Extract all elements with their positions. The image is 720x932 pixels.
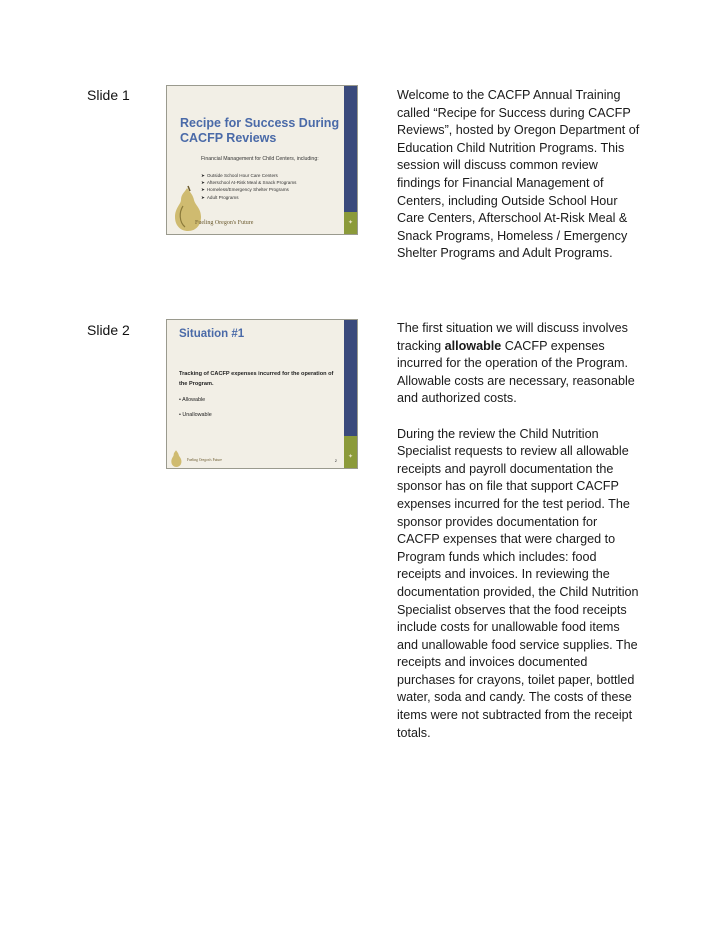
slide-2-notes	[397, 320, 642, 742]
slide-2-page-number: 2	[334, 458, 337, 463]
notes-paragraph: The first situation we will discuss involves tracking allowable CACFP expenses incurred for the operation of the Program. Allowable costs are necessary, reasonable and authorized costs.	[397, 321, 635, 406]
slide-1-subtitle: Financial Management for Child Centers, including:	[201, 156, 319, 162]
arrow-bullet-icon: ➤	[201, 194, 205, 200]
slide-1-list	[201, 172, 341, 201]
slide-2-heading: Tracking of CACFP expenses incurred for the operation of the Program.	[179, 371, 334, 387]
slide-1-thumbnail[interactable]	[166, 85, 358, 235]
list-item: ➤ Adult Programs	[201, 194, 239, 200]
slide-1-title: Recipe for Success During CACFP Reviews	[180, 116, 340, 145]
slide-2-title: Situation #1	[179, 328, 245, 340]
pear-logo-icon	[169, 448, 183, 468]
arrow-bullet-icon: ➤	[201, 187, 205, 193]
slide-2-bullet: • Allowable	[179, 397, 206, 403]
logo-mark-icon: ✦	[347, 454, 354, 460]
slide-1-label: Slide 1	[87, 87, 130, 103]
notes-paragraph: During the review the Child Nutrition Specialist requests to review all allowable receipts and payroll documentation the sponsor has on file that support CACFP expenses incurred for the test period. The sponsor provides documentation for CACFP expenses that were charged to Program funds which includes: food receipts and invoices. In reviewing the documentation provided, the Child Nutrition Specialist observes that the food receipts include costs for unallowable food items and unallowable food service supplies. The receipts and invoices documented purchases for crayons, toilet paper, bottled water, soda and candy. The costs of these items were not subtracted from the receipt totals.	[397, 426, 639, 740]
arrow-bullet-icon: ➤	[201, 180, 205, 186]
notes-paragraph: Welcome to the CACFP Annual Training called “Recipe for Success during CACFP Reviews”, hosted by Oregon Department of Education Child Nutrition Programs. This session will discuss common review findings for Financial Management of Centers, including Outside School Hour Care Centers, Afterschool At-Risk Meal & Snack Programs, Homeless / Emergency Shelter Programs and Adult Programs.	[397, 88, 640, 261]
side-bar-foot	[344, 436, 357, 468]
side-bar	[344, 320, 357, 436]
list-item: ➤ Outside School Hour Care Centers	[201, 173, 278, 178]
list-item: ➤ Homeless/Emergency Shelter Programs	[201, 187, 289, 193]
slide-1-footer: Fueling Oregon's Future	[195, 220, 254, 226]
arrow-bullet-icon: ➤	[201, 173, 205, 178]
slide-2-footer: Fueling Oregon's Future	[187, 458, 222, 462]
slide-1-notes	[397, 87, 642, 263]
logo-mark-icon: ✦	[347, 220, 354, 226]
slide-2-label: Slide 2	[87, 322, 130, 338]
list-item: ➤ Afterschool At-Risk Meal & Snack Programs	[201, 180, 297, 186]
slide-2-thumbnail[interactable]	[166, 319, 358, 469]
slide-2-bullet: • Unallowable	[179, 412, 212, 418]
slide-2-body	[179, 369, 339, 419]
